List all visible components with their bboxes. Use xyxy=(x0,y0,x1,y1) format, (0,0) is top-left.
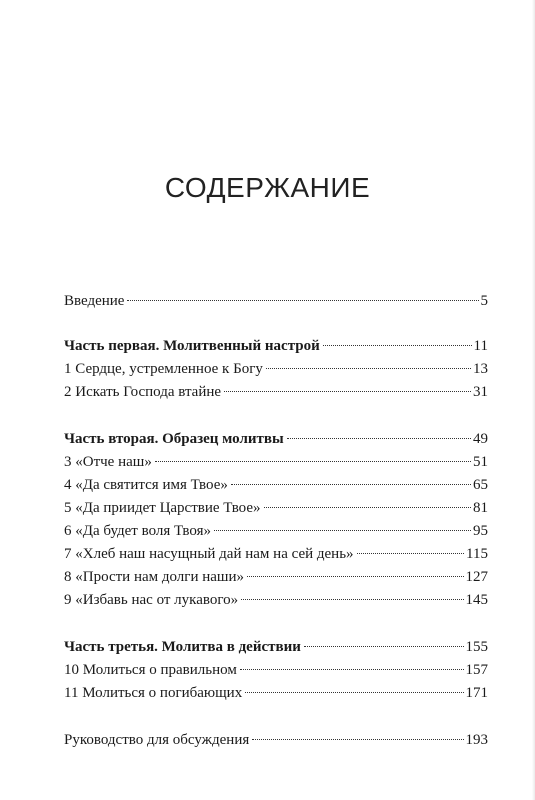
toc-entry-title: Руководство для обсуждения xyxy=(64,732,250,748)
toc-entry-page: 65 xyxy=(473,477,488,493)
toc-chapter-11[interactable] xyxy=(64,682,488,705)
dot-leader xyxy=(357,553,465,554)
toc-entry-title: Введение xyxy=(64,293,125,309)
toc-entry-title: 8 «Прости нам долги наши» xyxy=(64,569,244,585)
dot-leader xyxy=(304,646,464,647)
toc-entry-page: 171 xyxy=(465,685,488,701)
toc-entry-title: 11 Молиться о погибающих xyxy=(64,685,243,701)
toc-entry-discussion-guide[interactable] xyxy=(64,729,488,752)
toc-entry-page: 31 xyxy=(473,384,488,400)
toc-entry-title: 7 «Хлеб наш насущный дай нам на сей день» xyxy=(64,546,354,562)
toc-entry-title: 5 «Да приидет Царствие Твое» xyxy=(64,500,261,516)
dot-leader xyxy=(287,438,471,439)
toc-entry-page: 145 xyxy=(465,592,488,608)
toc-chapter-5[interactable] xyxy=(64,497,488,520)
toc-entry-page: 51 xyxy=(473,454,488,470)
toc-entry-title: 3 «Отче наш» xyxy=(64,454,152,470)
toc-entry-intro[interactable] xyxy=(64,290,488,313)
toc-entry-title: Часть третья. Молитва в действии xyxy=(64,639,301,655)
dot-leader xyxy=(264,507,471,508)
toc-entry-title: 6 «Да будет воля Твоя» xyxy=(64,523,212,539)
toc-entry-page: 81 xyxy=(473,500,488,516)
toc-part-heading-1[interactable] xyxy=(64,335,488,358)
toc-entry-title: Часть вторая. Образец молитвы xyxy=(64,431,284,447)
toc-entry-page: 157 xyxy=(465,662,488,678)
toc-entry-page: 115 xyxy=(466,546,488,562)
toc-entry-page: 13 xyxy=(473,361,488,377)
toc-chapter-7[interactable] xyxy=(64,543,488,566)
toc-chapter-6[interactable] xyxy=(64,520,488,543)
toc-entry-title: 9 «Избавь нас от лукавого» xyxy=(64,592,239,608)
toc-chapter-2[interactable] xyxy=(64,381,488,404)
toc-entry-page: 155 xyxy=(465,639,488,655)
toc-chapter-1[interactable] xyxy=(64,358,488,381)
toc-chapter-9[interactable] xyxy=(64,589,488,612)
dot-leader xyxy=(247,576,464,577)
dot-leader xyxy=(240,669,464,670)
toc-entry-title: 2 Искать Господа втайне xyxy=(64,384,222,400)
table-of-contents xyxy=(64,290,488,752)
section-gap xyxy=(64,313,488,335)
dot-leader xyxy=(155,461,471,462)
page-title: СОДЕРЖАНИЕ xyxy=(164,172,371,203)
dot-leader xyxy=(241,599,463,600)
toc-part-heading-3[interactable] xyxy=(64,636,488,659)
dot-leader xyxy=(127,300,478,301)
toc-part-heading-2[interactable] xyxy=(64,428,488,451)
dot-leader xyxy=(214,530,471,531)
toc-chapter-10[interactable] xyxy=(64,659,488,682)
toc-entry-page: 193 xyxy=(465,732,488,748)
toc-entry-title: 1 Сердце, устремленное к Богу xyxy=(64,361,263,377)
toc-entry-title: 10 Молиться о правильном xyxy=(64,662,237,678)
toc-chapter-8[interactable] xyxy=(64,566,488,589)
dot-leader xyxy=(231,484,471,485)
dot-leader xyxy=(252,739,463,740)
toc-entry-page: 11 xyxy=(473,338,488,354)
toc-entry-title: Часть первая. Молитвенный настрой xyxy=(64,338,320,354)
section-gap xyxy=(64,705,488,729)
toc-entry-title: 4 «Да святится имя Твое» xyxy=(64,477,228,493)
section-gap xyxy=(64,612,488,636)
dot-leader xyxy=(245,692,463,693)
toc-chapter-3[interactable] xyxy=(64,451,488,474)
section-gap xyxy=(64,404,488,428)
toc-chapter-4[interactable] xyxy=(64,474,488,497)
toc-entry-page: 127 xyxy=(465,569,488,585)
dot-leader xyxy=(224,391,471,392)
dot-leader xyxy=(323,345,472,346)
dot-leader xyxy=(266,368,471,369)
toc-entry-page: 5 xyxy=(480,293,488,309)
toc-entry-page: 49 xyxy=(473,431,488,447)
toc-entry-page: 95 xyxy=(473,523,488,539)
